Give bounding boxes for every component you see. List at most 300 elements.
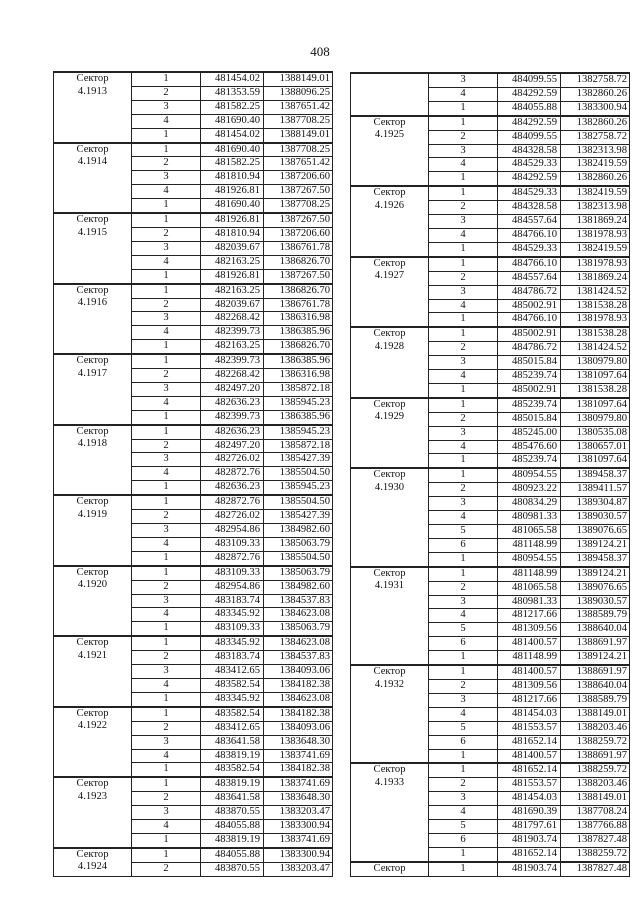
coordinate-x: 482872.76 xyxy=(201,495,264,509)
coordinate-y: 1382419.59 xyxy=(561,186,630,200)
coordinate-x: 481690.40 xyxy=(201,114,264,128)
point-number: 4 xyxy=(132,678,201,692)
sector-number: 4.1921 xyxy=(77,649,108,661)
coordinate-x: 482163.25 xyxy=(201,255,264,269)
coordinate-y: 1389124.21 xyxy=(561,567,630,581)
coordinate-y: 1383300.94 xyxy=(561,101,630,115)
coordinate-y: 1384093.06 xyxy=(264,665,333,679)
coordinate-y: 1382313.98 xyxy=(561,144,630,158)
point-number: 2 xyxy=(429,483,498,497)
coordinate-y: 1383300.94 xyxy=(264,820,333,834)
sector-label: Сектор xyxy=(373,764,406,776)
sector-label: Сектор xyxy=(76,707,109,719)
coordinate-x: 481810.94 xyxy=(201,171,264,185)
coordinate-y: 1385945.23 xyxy=(264,481,333,495)
sector-name xyxy=(54,707,132,778)
point-number: 1 xyxy=(429,327,498,341)
coordinate-x: 485239.74 xyxy=(498,370,561,384)
coordinate-y: 1383741.69 xyxy=(264,833,333,847)
coordinate-y: 1387206.60 xyxy=(264,171,333,185)
sector-name xyxy=(351,186,429,257)
point-number: 1 xyxy=(132,763,201,777)
point-number: 2 xyxy=(132,227,201,241)
coordinate-x: 481582.25 xyxy=(201,157,264,171)
sector-name xyxy=(54,848,132,876)
point-number: 4 xyxy=(429,370,498,384)
coordinate-x: 481926.81 xyxy=(201,185,264,199)
coordinate-x: 483582.54 xyxy=(201,763,264,777)
table-row xyxy=(54,354,333,368)
coordinate-y: 1385872.18 xyxy=(264,382,333,396)
sector-name xyxy=(54,566,132,637)
table-row xyxy=(351,862,630,876)
coordinate-y: 1387827.48 xyxy=(561,833,630,847)
coordinate-x: 481309.56 xyxy=(498,623,561,637)
sector-number: 4.1924 xyxy=(77,861,108,873)
point-number: 4 xyxy=(429,440,498,454)
sector-number: 4.1926 xyxy=(374,199,405,211)
coordinate-x: 483412.65 xyxy=(201,665,264,679)
coordinate-x: 481400.57 xyxy=(498,637,561,651)
sector-number: 4.1918 xyxy=(77,438,108,450)
point-number: 3 xyxy=(132,665,201,679)
point-number: 6 xyxy=(429,833,498,847)
coordinate-y: 1389411.57 xyxy=(561,483,630,497)
coordinate-x: 483109.33 xyxy=(201,566,264,580)
point-number: 3 xyxy=(429,426,498,440)
coordinate-x: 482636.23 xyxy=(201,481,264,495)
coordinate-y: 1383741.69 xyxy=(264,749,333,763)
coordinate-y: 1387708.24 xyxy=(561,806,630,820)
point-number: 2 xyxy=(429,201,498,215)
sector-name xyxy=(351,862,429,876)
point-number: 3 xyxy=(429,792,498,806)
coordinate-y: 1382860.26 xyxy=(561,87,630,101)
table-row xyxy=(54,495,333,509)
coordinate-y: 1385504.50 xyxy=(264,495,333,509)
sector-name xyxy=(351,116,429,187)
point-number: 5 xyxy=(429,623,498,637)
point-number: 3 xyxy=(429,356,498,370)
point-number: 1 xyxy=(429,862,498,876)
table-row xyxy=(54,425,333,439)
coordinate-x: 485015.84 xyxy=(498,356,561,370)
point-number: 4 xyxy=(429,228,498,242)
coordinate-x: 482497.20 xyxy=(201,439,264,453)
coordinate-x: 481400.57 xyxy=(498,749,561,763)
point-number: 3 xyxy=(429,497,498,511)
coordinate-y: 1389030.57 xyxy=(561,511,630,525)
point-number: 4 xyxy=(429,609,498,623)
point-number: 3 xyxy=(429,73,498,87)
coordinate-y: 1387267.50 xyxy=(264,185,333,199)
table-row xyxy=(54,284,333,298)
coordinate-x: 483641.58 xyxy=(201,792,264,806)
sector-number: 4.1919 xyxy=(77,508,108,520)
coordinate-y: 1387827.48 xyxy=(561,862,630,876)
table-row xyxy=(351,567,630,581)
coordinate-y: 1385427.39 xyxy=(264,510,333,524)
coordinate-y: 1387651.42 xyxy=(264,100,333,114)
coordinate-y: 1388149.01 xyxy=(561,792,630,806)
coordinate-x: 484099.55 xyxy=(498,130,561,144)
coordinate-x: 482954.86 xyxy=(201,580,264,594)
coordinate-y: 1387708.25 xyxy=(264,114,333,128)
point-number: 2 xyxy=(132,157,201,171)
coordinate-x: 481217.66 xyxy=(498,609,561,623)
point-number: 1 xyxy=(132,848,201,862)
sector-label: Сектор xyxy=(76,355,109,367)
coordinate-y: 1381097.64 xyxy=(561,370,630,384)
coordinate-y: 1381424.52 xyxy=(561,342,630,356)
coordinate-y: 1388640.04 xyxy=(561,679,630,693)
coordinate-y: 1389076.65 xyxy=(561,525,630,539)
sector-label: Сектор xyxy=(373,398,406,410)
point-number: 5 xyxy=(429,820,498,834)
sector-name xyxy=(351,73,429,116)
coordinate-y: 1384537.83 xyxy=(264,594,333,608)
coordinate-x: 481217.66 xyxy=(498,693,561,707)
coordinate-y: 1380979.80 xyxy=(561,412,630,426)
coordinate-x: 483109.33 xyxy=(201,622,264,636)
point-number: 2 xyxy=(132,298,201,312)
point-number: 1 xyxy=(429,763,498,777)
left-coordinates-table xyxy=(53,71,333,877)
point-number: 1 xyxy=(429,116,498,130)
sector-number: 4.1931 xyxy=(374,580,405,592)
point-number: 4 xyxy=(132,467,201,481)
coordinate-y: 1388589.79 xyxy=(561,693,630,707)
sector-number: 4.1913 xyxy=(77,85,108,97)
coordinate-x: 481797.61 xyxy=(498,820,561,834)
point-number: 1 xyxy=(132,72,201,86)
point-number: 1 xyxy=(429,468,498,482)
sector-name xyxy=(54,425,132,496)
sector-name xyxy=(54,354,132,425)
page-number: 408 xyxy=(310,44,330,59)
coordinate-y: 1386385.96 xyxy=(264,410,333,424)
sector-label: Сектор xyxy=(76,425,109,437)
coordinate-x: 484766.10 xyxy=(498,313,561,327)
coordinate-y: 1386385.96 xyxy=(264,354,333,368)
sector-label: Сектор xyxy=(373,469,406,481)
coordinate-y: 1385945.23 xyxy=(264,396,333,410)
sector-name xyxy=(351,398,429,469)
table-row xyxy=(54,848,333,862)
coordinate-x: 485002.91 xyxy=(498,383,561,397)
coordinate-x: 483109.33 xyxy=(201,537,264,551)
coordinate-x: 480981.33 xyxy=(498,511,561,525)
sector-name xyxy=(54,777,132,848)
coordinate-x: 483641.58 xyxy=(201,735,264,749)
point-number: 6 xyxy=(429,637,498,651)
coordinate-y: 1388149.01 xyxy=(264,72,333,86)
coordinate-x: 485245.00 xyxy=(498,426,561,440)
coordinate-x: 482497.20 xyxy=(201,382,264,396)
point-number: 1 xyxy=(132,636,201,650)
coordinate-x: 481454.03 xyxy=(498,792,561,806)
sector-name xyxy=(54,143,132,214)
coordinate-y: 1382419.59 xyxy=(561,242,630,256)
sector-name xyxy=(351,327,429,398)
coordinate-x: 484529.33 xyxy=(498,158,561,172)
coordinate-x: 484328.58 xyxy=(498,144,561,158)
point-number: 1 xyxy=(132,495,201,509)
coordinate-x: 482399.73 xyxy=(201,354,264,368)
point-number: 5 xyxy=(429,721,498,735)
sector-label: Сектор xyxy=(373,567,406,579)
point-number: 1 xyxy=(132,213,201,227)
table-row xyxy=(54,566,333,580)
point-number: 3 xyxy=(429,285,498,299)
table-row xyxy=(54,636,333,650)
coordinate-x: 485015.84 xyxy=(498,412,561,426)
coordinate-x: 484786.72 xyxy=(498,285,561,299)
coordinate-x: 482872.76 xyxy=(201,551,264,565)
coordinate-y: 1385945.23 xyxy=(264,425,333,439)
point-number: 2 xyxy=(429,342,498,356)
coordinate-y: 1388691.97 xyxy=(561,665,630,679)
coordinate-y: 1388149.01 xyxy=(264,128,333,142)
sector-name xyxy=(351,468,429,566)
coordinate-x: 483412.65 xyxy=(201,721,264,735)
coordinate-x: 481454.02 xyxy=(201,72,264,86)
coordinate-x: 484557.64 xyxy=(498,271,561,285)
coordinate-y: 1380657.01 xyxy=(561,440,630,454)
point-number: 1 xyxy=(132,481,201,495)
coordinate-y: 1389124.21 xyxy=(561,538,630,552)
point-number: 6 xyxy=(429,735,498,749)
coordinate-y: 1388203.46 xyxy=(561,721,630,735)
coordinate-y: 1381978.93 xyxy=(561,257,630,271)
coordinate-y: 1384623.08 xyxy=(264,636,333,650)
table-row xyxy=(351,73,630,87)
coordinate-y: 1388259.72 xyxy=(561,847,630,861)
coordinate-x: 482726.02 xyxy=(201,510,264,524)
coordinate-x: 480834.29 xyxy=(498,497,561,511)
sector-name xyxy=(54,213,132,284)
coordinate-x: 484529.33 xyxy=(498,242,561,256)
coordinate-x: 484328.58 xyxy=(498,201,561,215)
point-number: 2 xyxy=(429,412,498,426)
point-number: 4 xyxy=(132,255,201,269)
point-number: 5 xyxy=(429,525,498,539)
point-number: 4 xyxy=(429,158,498,172)
sector-label: Сектор xyxy=(373,328,406,340)
coordinate-x: 482399.73 xyxy=(201,326,264,340)
point-number: 4 xyxy=(132,396,201,410)
coordinate-y: 1381097.64 xyxy=(561,398,630,412)
point-number: 2 xyxy=(429,581,498,595)
coordinate-y: 1389030.57 xyxy=(561,595,630,609)
point-number: 3 xyxy=(132,453,201,467)
point-number: 2 xyxy=(132,651,201,665)
coordinate-y: 1388259.72 xyxy=(561,735,630,749)
coordinate-x: 484557.64 xyxy=(498,215,561,229)
coordinate-y: 1381869.24 xyxy=(561,215,630,229)
coordinate-y: 1388691.97 xyxy=(561,637,630,651)
coordinate-x: 481652.14 xyxy=(498,735,561,749)
sector-label: Сектор xyxy=(76,214,109,226)
coordinate-x: 484766.10 xyxy=(498,228,561,242)
sector-number: 4.1925 xyxy=(374,129,405,141)
coordinate-y: 1386761.78 xyxy=(264,298,333,312)
sector-number: 4.1920 xyxy=(77,579,108,591)
point-number: 1 xyxy=(132,410,201,424)
coordinate-x: 484292.59 xyxy=(498,116,561,130)
coordinate-x: 481454.03 xyxy=(498,707,561,721)
sector-label: Сектор xyxy=(76,143,109,155)
point-number: 1 xyxy=(429,101,498,115)
coordinate-x: 483819.19 xyxy=(201,833,264,847)
coordinate-x: 481926.81 xyxy=(201,269,264,283)
coordinate-y: 1386385.96 xyxy=(264,326,333,340)
coordinate-x: 483819.19 xyxy=(201,749,264,763)
coordinate-y: 1388640.04 xyxy=(561,623,630,637)
point-number: 1 xyxy=(132,199,201,213)
point-number: 1 xyxy=(429,665,498,679)
coordinate-x: 481690.40 xyxy=(201,199,264,213)
point-number: 4 xyxy=(132,749,201,763)
point-number: 4 xyxy=(132,185,201,199)
coordinate-x: 481690.39 xyxy=(498,806,561,820)
sector-number: 4.1923 xyxy=(77,790,108,802)
table-row xyxy=(351,257,630,271)
coordinate-y: 1381978.93 xyxy=(561,228,630,242)
sector-label: Сектор xyxy=(373,862,406,874)
coordinate-x: 481065.58 xyxy=(498,581,561,595)
table-row xyxy=(351,327,630,341)
coordinate-x: 483345.92 xyxy=(201,692,264,706)
point-number: 3 xyxy=(132,171,201,185)
table-row xyxy=(54,72,333,86)
point-number: 3 xyxy=(429,215,498,229)
sector-label: Сектор xyxy=(373,187,406,199)
coordinate-x: 483582.54 xyxy=(201,678,264,692)
coordinate-y: 1386826.70 xyxy=(264,340,333,354)
sector-label: Сектор xyxy=(76,566,109,578)
coordinate-x: 484055.88 xyxy=(201,848,264,862)
sector-number: 4.1928 xyxy=(374,340,405,352)
coordinate-y: 1389458.37 xyxy=(561,468,630,482)
point-number: 1 xyxy=(132,340,201,354)
table-row xyxy=(351,665,630,679)
sector-label: Сектор xyxy=(373,116,406,128)
sector-number: 4.1915 xyxy=(77,226,108,238)
coordinate-y: 1385063.79 xyxy=(264,622,333,636)
coordinate-x: 482726.02 xyxy=(201,453,264,467)
coordinate-y: 1386826.70 xyxy=(264,255,333,269)
coordinate-x: 480981.33 xyxy=(498,595,561,609)
coordinate-x: 481454.02 xyxy=(201,128,264,142)
coordinate-x: 482954.86 xyxy=(201,524,264,538)
point-number: 2 xyxy=(132,792,201,806)
coordinate-y: 1383203.47 xyxy=(264,806,333,820)
sector-name xyxy=(351,567,429,665)
coordinate-x: 482872.76 xyxy=(201,467,264,481)
coordinate-x: 481148.99 xyxy=(498,567,561,581)
point-number: 2 xyxy=(132,510,201,524)
coordinate-y: 1384982.60 xyxy=(264,580,333,594)
coordinate-y: 1384537.83 xyxy=(264,651,333,665)
coordinate-x: 483870.55 xyxy=(201,806,264,820)
coordinate-x: 481353.59 xyxy=(201,86,264,100)
sector-label: Сектор xyxy=(373,666,406,678)
point-number: 1 xyxy=(132,128,201,142)
point-number: 4 xyxy=(429,299,498,313)
coordinate-y: 1381869.24 xyxy=(561,271,630,285)
coordinate-y: 1381978.93 xyxy=(561,313,630,327)
coordinate-y: 1385872.18 xyxy=(264,439,333,453)
point-number: 4 xyxy=(429,87,498,101)
coordinate-x: 485002.91 xyxy=(498,299,561,313)
coordinate-y: 1381538.28 xyxy=(561,299,630,313)
point-number: 1 xyxy=(429,257,498,271)
coordinate-x: 483183.74 xyxy=(201,651,264,665)
coordinate-y: 1387651.42 xyxy=(264,157,333,171)
point-number: 3 xyxy=(429,595,498,609)
coordinate-y: 1385063.79 xyxy=(264,566,333,580)
coordinate-y: 1382419.59 xyxy=(561,158,630,172)
coordinate-y: 1384182.38 xyxy=(264,763,333,777)
sector-label: Сектор xyxy=(76,778,109,790)
coordinate-x: 483183.74 xyxy=(201,594,264,608)
table-row xyxy=(54,707,333,721)
point-number: 1 xyxy=(132,622,201,636)
coordinate-y: 1384982.60 xyxy=(264,524,333,538)
point-number: 2 xyxy=(132,86,201,100)
point-number: 1 xyxy=(429,847,498,861)
coordinate-x: 484292.59 xyxy=(498,87,561,101)
coordinate-x: 480954.55 xyxy=(498,468,561,482)
point-number: 3 xyxy=(132,806,201,820)
coordinate-y: 1383203.47 xyxy=(264,862,333,876)
point-number: 2 xyxy=(132,369,201,383)
coordinate-y: 1389304.87 xyxy=(561,497,630,511)
coordinate-y: 1383648.30 xyxy=(264,792,333,806)
coordinate-x: 481148.99 xyxy=(498,538,561,552)
sector-number: 4.1933 xyxy=(374,777,405,788)
point-number: 3 xyxy=(132,735,201,749)
point-number: 1 xyxy=(132,284,201,298)
coordinate-y: 1385427.39 xyxy=(264,453,333,467)
coordinate-x: 481553.57 xyxy=(498,778,561,792)
point-number: 1 xyxy=(132,269,201,283)
coordinate-y: 1386826.70 xyxy=(264,284,333,298)
coordinate-x: 481652.14 xyxy=(498,847,561,861)
coordinate-y: 1387267.50 xyxy=(264,213,333,227)
point-number: 3 xyxy=(132,382,201,396)
point-number: 2 xyxy=(429,679,498,693)
right-coordinates-table xyxy=(350,72,630,877)
coordinate-y: 1385063.79 xyxy=(264,537,333,551)
coordinate-y: 1381538.28 xyxy=(561,327,630,341)
coordinate-x: 480923.22 xyxy=(498,483,561,497)
sector-name xyxy=(351,665,429,763)
table-row xyxy=(351,186,630,200)
sector-number: 4.1922 xyxy=(77,720,108,732)
coordinate-y: 1385504.50 xyxy=(264,467,333,481)
point-number: 3 xyxy=(132,594,201,608)
coordinate-x: 484055.88 xyxy=(498,101,561,115)
point-number: 1 xyxy=(429,454,498,468)
coordinate-x: 481690.40 xyxy=(201,143,264,157)
coordinate-x: 484099.55 xyxy=(498,73,561,87)
point-number: 3 xyxy=(132,241,201,255)
sector-number: 4.1927 xyxy=(374,270,405,282)
point-number: 1 xyxy=(429,383,498,397)
sector-label: Сектор xyxy=(76,848,109,860)
